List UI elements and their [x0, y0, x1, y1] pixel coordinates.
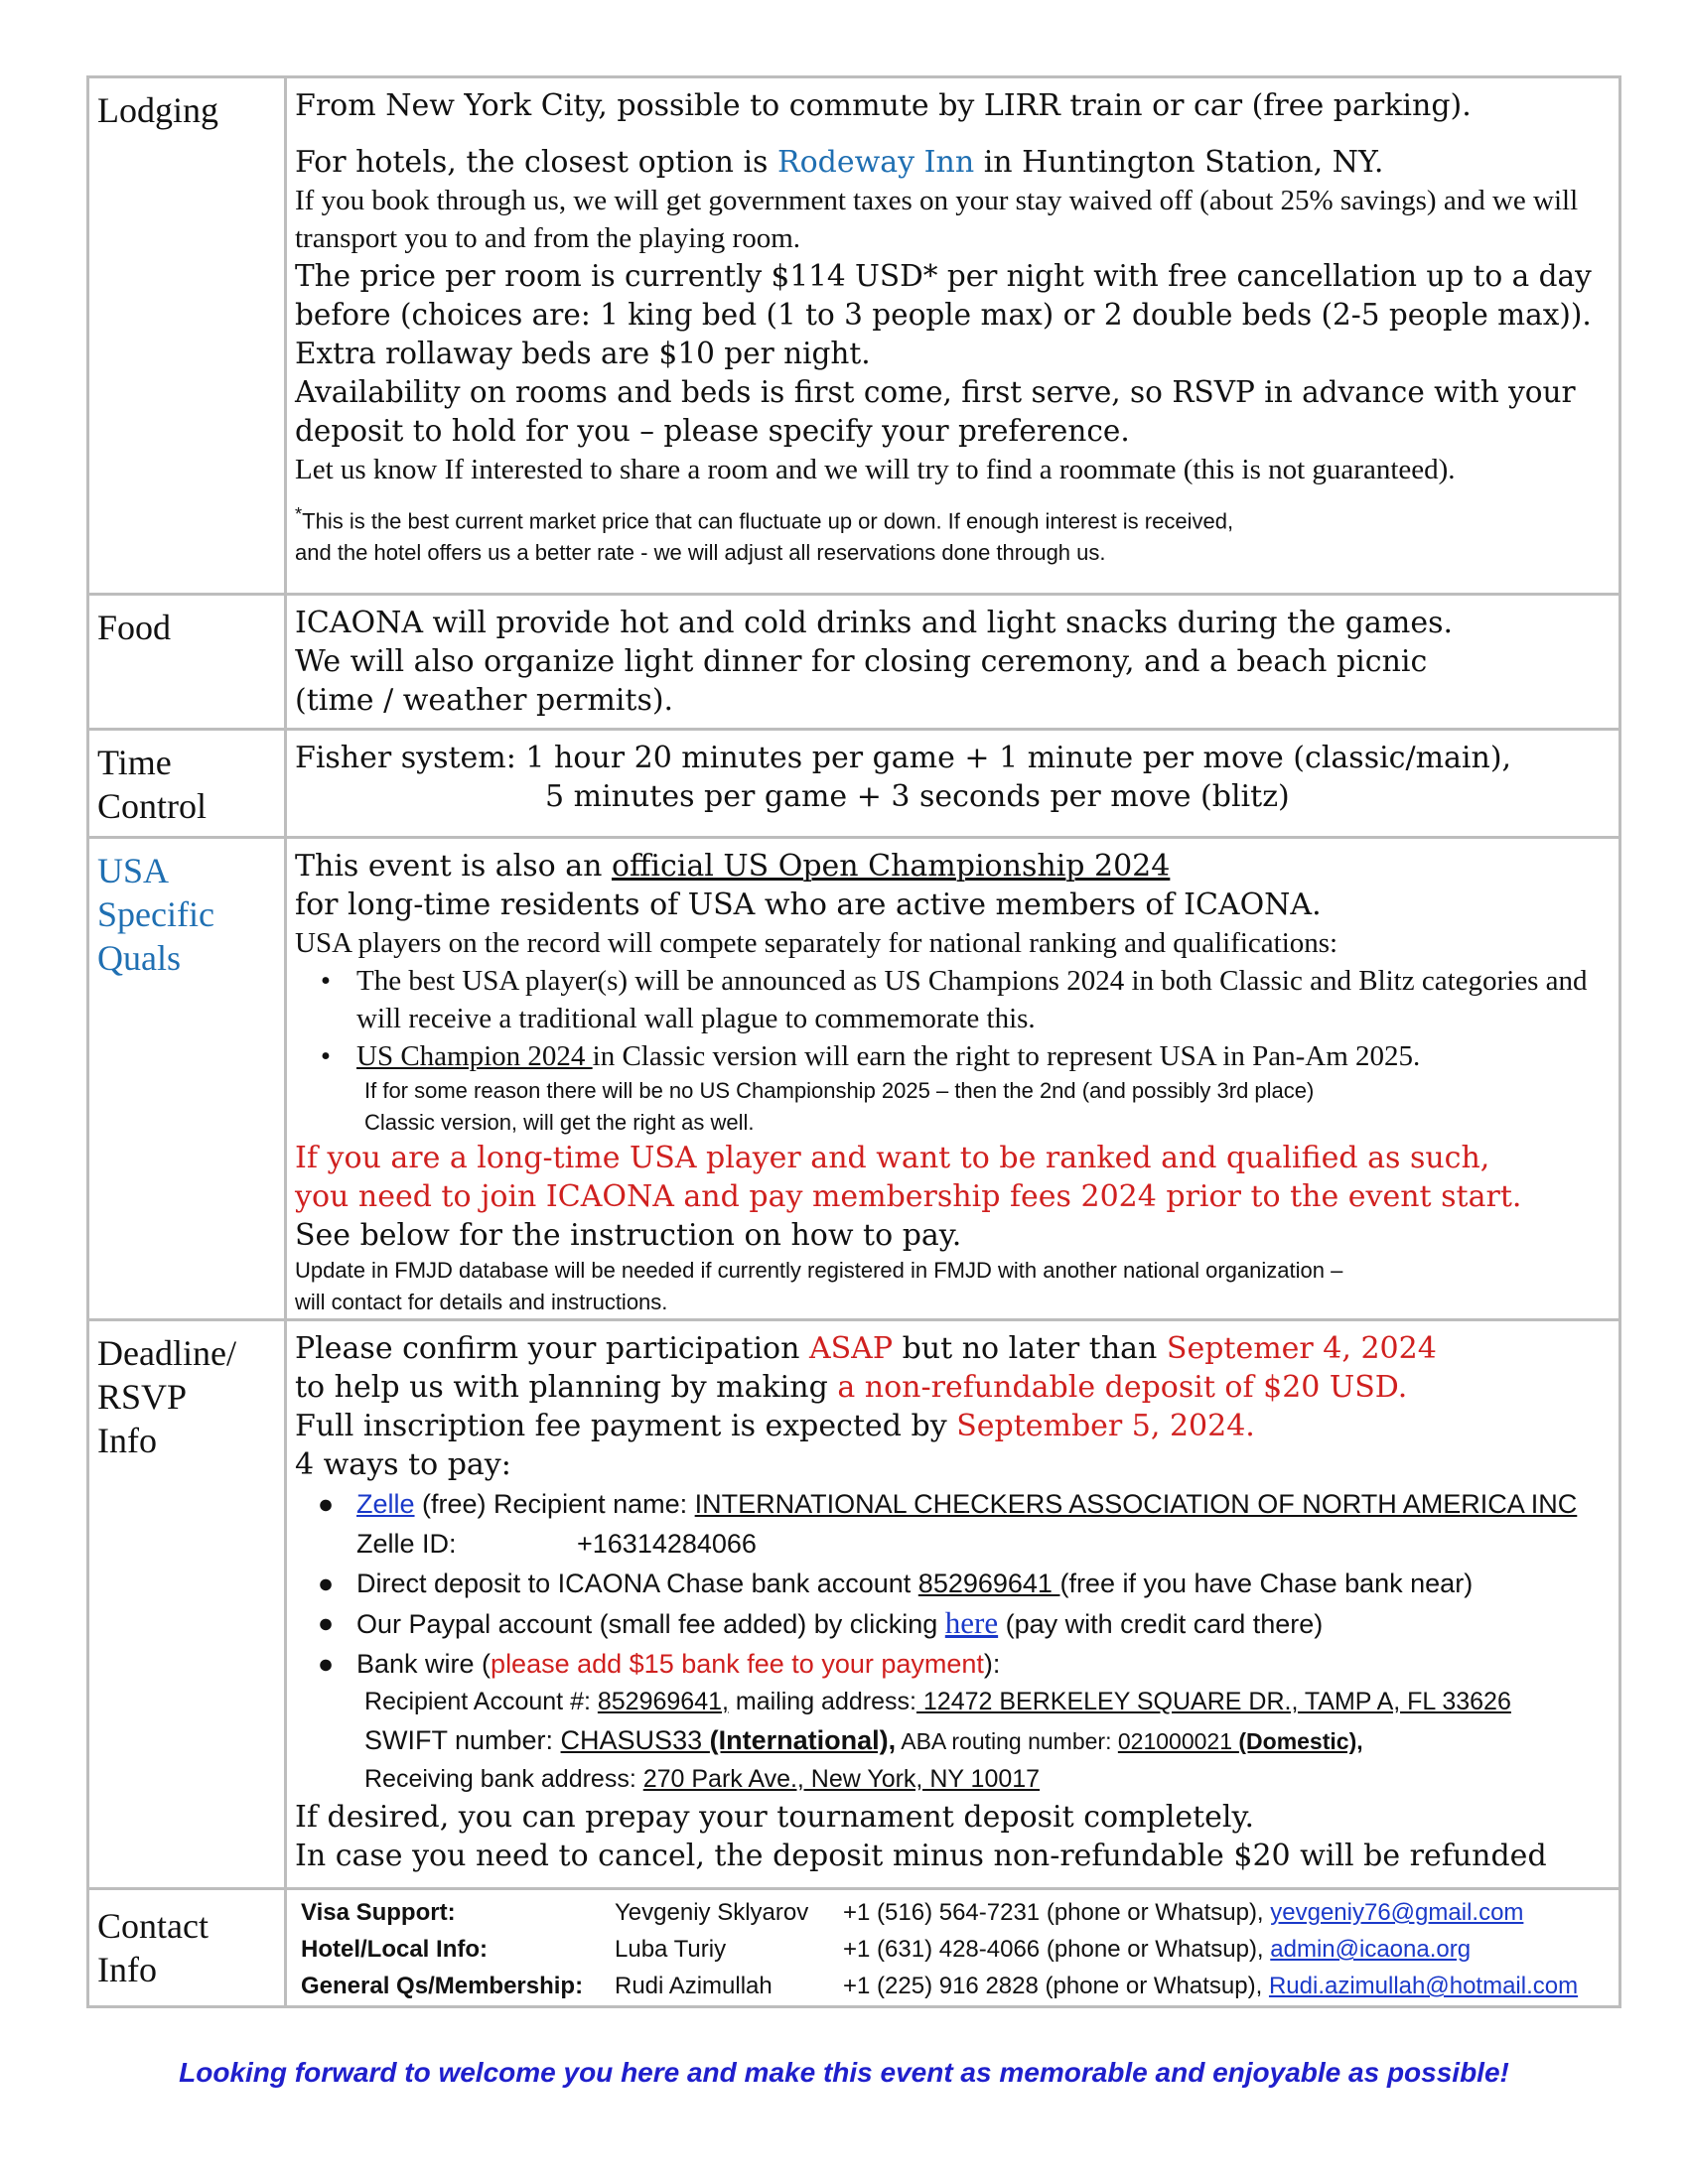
lodging-note-star: * — [295, 503, 303, 524]
time-control-row — [88, 730, 1620, 838]
deadline-l3-pre: Full inscription fee payment is expected by — [295, 1409, 957, 1443]
contact-name: Rudi Azimullah — [615, 1973, 773, 1999]
time-control-label2: Control — [97, 786, 208, 826]
usa-label — [88, 838, 286, 1320]
time-control-line2: 5 minutes per game + 3 seconds per move (blitz) — [545, 779, 1290, 814]
bullet-icon: • — [320, 965, 332, 997]
bullet-icon: ● — [317, 1649, 335, 1679]
deadline-asap: ASAP — [808, 1331, 894, 1366]
lodging-content — [286, 77, 1620, 595]
lodging-line4: The price per room is currently $114 USD* per night with free cancellation up to a day before (choices are: 1 king bed (1 to 3 people max) or 2 double beds (2-5 people max)). Extra rollaway beds are $10 per night. — [295, 259, 1592, 370]
wire-mailing-label: mailing address: — [728, 1688, 916, 1715]
paypal-pre: Our Paypal account (small fee added) by clicking — [356, 1609, 945, 1639]
usa-line1-pre: This event is also an — [295, 849, 612, 884]
usa-label2: Specific — [97, 894, 214, 934]
bullet-icon: ● — [317, 1608, 335, 1638]
wire-line1 — [295, 1684, 1611, 1720]
usa-bullet2-post: in Classic version will earn the right to represent USA in Pan-Am 2025. — [592, 1040, 1421, 1072]
zelle-id: +16314284066 — [577, 1529, 757, 1559]
contact-row — [88, 1889, 1620, 2007]
bullet-icon: • — [320, 1040, 332, 1072]
swift-label: SWIFT number: — [364, 1725, 561, 1755]
usa-red1: If you are a long-time USA player and want to be ranked and qualified as such, — [295, 1141, 1490, 1175]
usa-label3: Quals — [97, 938, 181, 978]
contact-role: General Qs/Membership: — [301, 1973, 584, 1999]
usa-bullet2-note2: Classic version, will get the right as well. — [364, 1110, 755, 1135]
contact-role: Visa Support: — [301, 1899, 456, 1926]
food-row — [88, 595, 1620, 730]
lodging-line2-pre: For hotels, the closest option is — [295, 145, 777, 180]
aba-routing: 021000021 — [1117, 1728, 1239, 1754]
usa-bullet2 — [295, 1037, 1611, 1075]
time-control-content — [286, 730, 1620, 838]
deadline-line2 — [295, 1368, 1611, 1407]
rodeway-inn-link[interactable]: Rodeway Inn — [777, 145, 975, 180]
usa-championship-title: official US Open Championship 2024 — [611, 849, 1171, 884]
swift-code: CHASUS33 — [560, 1725, 710, 1755]
contact-row-hotel — [295, 1931, 1611, 1968]
food-label: Food — [88, 595, 286, 730]
paypal-here-link[interactable]: here — [944, 1605, 999, 1640]
usa-note2: will contact for details and instructions. — [295, 1290, 668, 1314]
contact-name: Yevgeniy Sklyarov — [615, 1899, 809, 1926]
bullet-icon: ● — [317, 1569, 335, 1598]
contact-label2: Info — [97, 1950, 157, 1989]
food-line2: We will also organize light dinner for closing ceremony, and a beach picnic — [295, 644, 1428, 679]
deadline-date: Septemer 4, 2024 — [1166, 1331, 1437, 1366]
deadline-line3 — [295, 1407, 1611, 1445]
pay-bank-wire — [295, 1644, 1611, 1684]
lodging-line5: Availability on rooms and beds is first come, first serve, so RSVP in advance with your deposit to hold for you – please specify your preference. — [295, 375, 1576, 448]
lodging-row — [88, 77, 1620, 595]
closing-message: Looking forward to welcome you here and make this event as memorable and enjoyable as possible! — [179, 2057, 1509, 2088]
deadline-line6: In case you need to cancel, the deposit minus non-refundable $20 will be refunded — [295, 1839, 1547, 1873]
deadline-line1 — [295, 1329, 1611, 1368]
contact-role: Hotel/Local Info: — [301, 1936, 488, 1963]
wire-fee-note: please add $15 bank fee to your payment — [491, 1649, 984, 1679]
usa-row — [88, 838, 1620, 1320]
lodging-label: Lodging — [88, 77, 286, 595]
lodging-note1 — [295, 498, 1611, 537]
lodging-line2-post: in Huntington Station, NY. — [974, 145, 1384, 180]
swift-intl: (International), — [709, 1725, 897, 1755]
zelle-id-line — [295, 1524, 1611, 1564]
contact-name: Luba Turiy — [615, 1936, 727, 1963]
lodging-line2 — [295, 143, 1611, 182]
deadline-label1: Deadline/ — [97, 1333, 236, 1373]
deadline-label3: Info — [97, 1421, 157, 1460]
deadline-label — [88, 1320, 286, 1889]
deadline-line4: 4 ways to pay: — [295, 1447, 511, 1482]
wire-line3 — [295, 1761, 1611, 1798]
food-line1: ICAONA will provide hot and cold drinks and light snacks during the games. — [295, 606, 1454, 640]
deadline-line5: If desired, you can prepay your tournament deposit completely. — [295, 1800, 1254, 1835]
wire-account-label: Recipient Account #: — [364, 1688, 598, 1715]
usa-bullet1 — [295, 962, 1611, 1037]
usa-label1: USA — [97, 851, 170, 890]
contact-row-general — [295, 1968, 1611, 2004]
aba-label: ABA routing number: — [896, 1728, 1118, 1754]
contact-phone: +1 (516) 564-7231 (phone or Whatsup), — [843, 1899, 1271, 1926]
receiving-bank-label: Receiving bank address: — [364, 1765, 643, 1793]
receiving-bank-address: 270 Park Ave., New York, NY 10017 — [642, 1765, 1041, 1793]
wire-line2 — [295, 1720, 1611, 1761]
deadline-l1-pre: Please confirm your participation — [295, 1331, 809, 1366]
zelle-link[interactable]: Zelle — [356, 1489, 415, 1519]
lodging-line3: If you book through us, we will get government taxes on your stay waived off (about 25% savings) and we will transport you to and from the playing room. — [295, 185, 1579, 254]
time-control-label1: Time — [97, 743, 172, 782]
chase-account: 852969641 — [917, 1569, 1060, 1598]
pay-paypal — [295, 1603, 1611, 1644]
contact-label1: Contact — [97, 1906, 209, 1946]
aba-domestic: (Domestic), — [1238, 1728, 1363, 1754]
wire-post: ): — [983, 1649, 1001, 1679]
contact-email-link[interactable]: yevgeniy76@gmail.com — [1270, 1899, 1524, 1926]
usa-bullet2-note1: If for some reason there will be no US Championship 2025 – then the 2nd (and possibly 3rd place) — [364, 1078, 1315, 1103]
contact-content — [286, 1889, 1620, 2007]
contact-details — [843, 1931, 1611, 1968]
zelle-id-label: Zelle ID: — [356, 1529, 457, 1559]
usa-line3: USA players on the record will compete separately for national ranking and qualifications: — [295, 927, 1338, 959]
contact-label — [88, 1889, 286, 2007]
contact-phone: +1 (631) 428-4066 (phone or Whatsup), — [843, 1936, 1271, 1963]
lodging-line6: Let us know If interested to share a room and we will try to find a roommate (this is not guaranteed). — [295, 454, 1456, 485]
zelle-mid: (free) Recipient name: — [414, 1489, 695, 1519]
zelle-recipient: INTERNATIONAL CHECKERS ASSOCIATION OF NORTH AMERICA INC — [694, 1489, 1578, 1519]
deadline-content — [286, 1320, 1620, 1889]
lodging-line1: From New York City, possible to commute by LIRR train or car (free parking). — [295, 88, 1472, 123]
lodging-note1-text: This is the best current market price that can fluctuate up or down. If enough interest is received, — [302, 508, 1234, 534]
contact-details — [843, 1968, 1611, 2004]
contact-email-link[interactable]: Rudi.azimullah@hotmail.com — [1268, 1973, 1579, 1999]
info-table — [86, 75, 1621, 2008]
time-control-line1: Fisher system: 1 hour 20 minutes per game + 1 minute per move (classic/main), — [295, 741, 1512, 775]
direct-deposit-post: (free if you have Chase bank near) — [1059, 1569, 1474, 1598]
pay-direct-deposit — [295, 1564, 1611, 1603]
contact-phone: +1 (225) 916 2828 (phone or Whatsup), — [843, 1973, 1269, 1999]
usa-red2: you need to join ICAONA and pay membership fees 2024 prior to the event start. — [295, 1179, 1522, 1214]
food-line3: (time / weather permits). — [295, 683, 674, 718]
usa-bullet2-u: US Champion 2024 — [356, 1040, 593, 1072]
contact-row-visa — [295, 1894, 1611, 1931]
usa-line4: See below for the instruction on how to pay. — [295, 1218, 962, 1253]
contact-email-link[interactable]: admin@icaona.org — [1270, 1936, 1472, 1963]
food-content — [286, 595, 1620, 730]
wire-pre: Bank wire ( — [356, 1649, 492, 1679]
time-control-label — [88, 730, 286, 838]
usa-line2: for long-time residents of USA who are active members of ICAONA. — [295, 887, 1322, 922]
deadline-fee-date: September 5, 2024. — [956, 1409, 1255, 1443]
deadline-label2: RSVP — [97, 1377, 188, 1417]
deadline-deposit: a non-refundable deposit of $20 USD. — [837, 1370, 1408, 1405]
contact-list — [295, 1894, 1611, 2004]
wire-account: 852969641, — [597, 1688, 729, 1715]
lodging-note2: and the hotel offers us a better rate - we will adjust all reservations done through us. — [295, 540, 1106, 566]
usa-line1 — [295, 847, 1611, 886]
direct-deposit-pre: Direct deposit to ICAONA Chase bank account — [356, 1569, 918, 1598]
usa-content — [286, 838, 1620, 1320]
usa-note1: Update in FMJD database will be needed if currently registered in FMJD with another national organization – — [295, 1258, 1343, 1283]
pay-zelle — [295, 1484, 1611, 1524]
contact-details — [843, 1894, 1611, 1931]
wire-mailing-address: 12472 BERKELEY SQUARE DR., TAMP A, FL 33626 — [915, 1688, 1511, 1715]
deadline-l1-mid: but no later than — [893, 1331, 1167, 1366]
deadline-l2-pre: to help us with planning by making — [295, 1370, 838, 1405]
paypal-post: (pay with credit card there) — [998, 1609, 1324, 1639]
deadline-row — [88, 1320, 1620, 1889]
bullet-icon: ● — [317, 1489, 335, 1519]
usa-bullet1-text: The best USA player(s) will be announced as US Champions 2024 in both Classic and Blitz categories and will receive a traditional wall plague to commemorate this. — [356, 965, 1588, 1034]
